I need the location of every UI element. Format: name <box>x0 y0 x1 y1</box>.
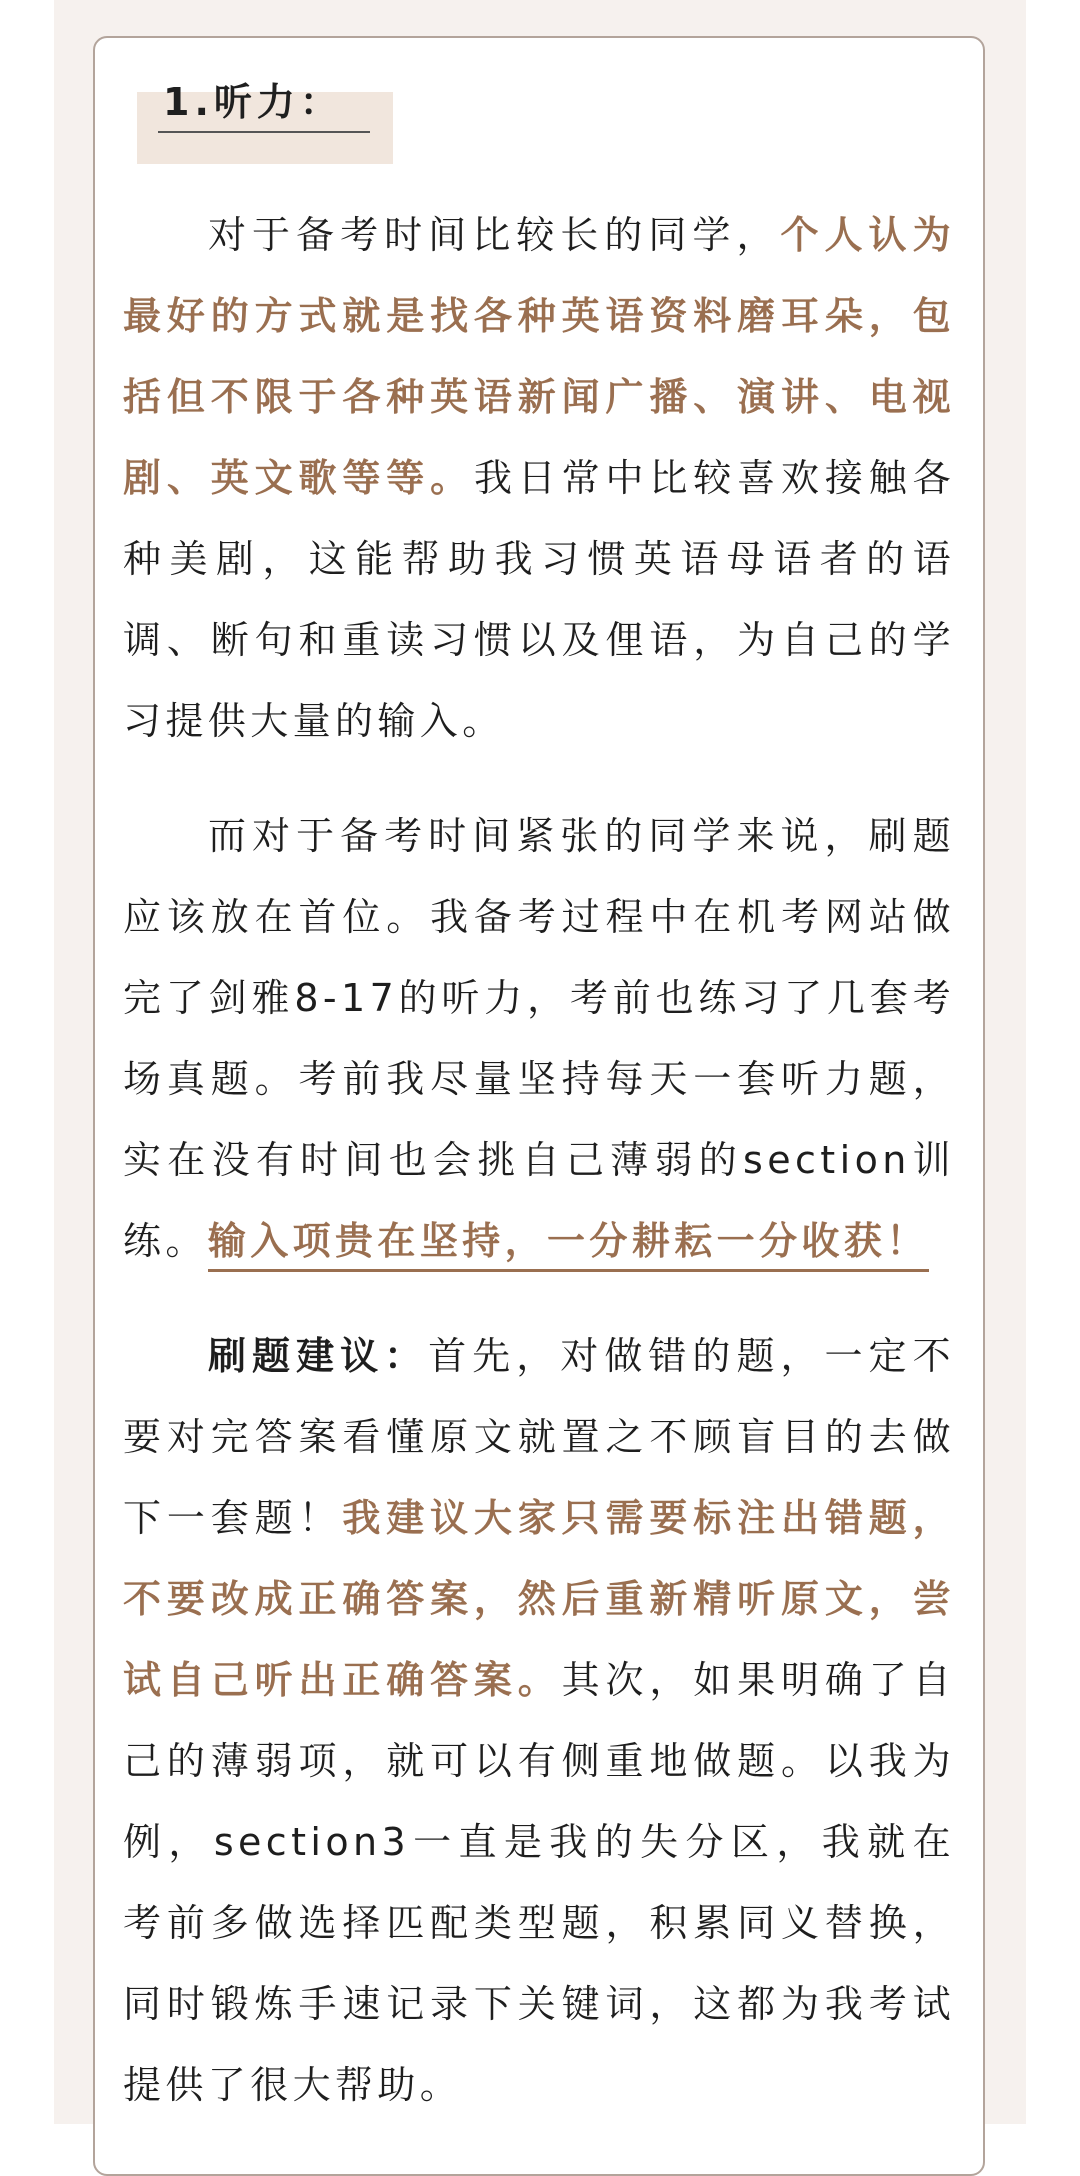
paragraph-2-lead: 而对于备考时间紧张的同学来说，刷题应该放在首位。我备考过程中在机考网站做完了剑雅8-17的听力，考前也练习了几套考场真题。考前我尽量坚持每天一套听力题，实在没有时间也会挑自己薄弱的section训练。 <box>123 814 955 1263</box>
paragraph-2 <box>123 796 955 1282</box>
paragraph-3-label: 刷题建议： <box>208 1334 429 1378</box>
section-title: 1.听力： <box>163 80 343 124</box>
paragraph-3-highlight: 我建议大家只需要标注出错题，不要改成正确答案，然后重新精听原文，尝试自己听出正确答案。 <box>123 1496 955 1702</box>
paragraph-3-lead: 首先，对做错的题，一定不要对完答案看懂原文就置之不顾盲目的去做下一套题！ <box>123 1334 955 1540</box>
paragraph-3 <box>123 1316 955 2126</box>
paragraph-2-highlight: 输入项贵在坚持，一分耕耘一分收获！ <box>208 1219 929 1272</box>
article-body <box>123 195 955 2160</box>
paragraph-1-rest: 我日常中比较喜欢接触各种美剧，这能帮助我习惯英语母语者的语调、断句和重读习惯以及俚语，为自己的学习提供大量的输入。 <box>123 456 956 743</box>
paragraph-1-lead: 对于备考时间比较长的同学， <box>208 213 781 257</box>
paragraph-1-highlight: 个人认为最好的方式就是找各种英语资料磨耳朵，包括但不限于各种英语新闻广播、演讲、电视剧、英文歌等等。 <box>123 213 955 500</box>
paragraph-1 <box>123 195 955 762</box>
paragraph-3-rest: 其次，如果明确了自己的薄弱项，就可以有侧重地做题。以我为例，section3一直是我的失分区，我就在考前多做选择匹配类型题，积累同义替换，同时锻炼手速记录下关键词，这都为我考试提供了很大帮助。 <box>123 1658 955 2107</box>
section-title-underline <box>158 131 370 133</box>
